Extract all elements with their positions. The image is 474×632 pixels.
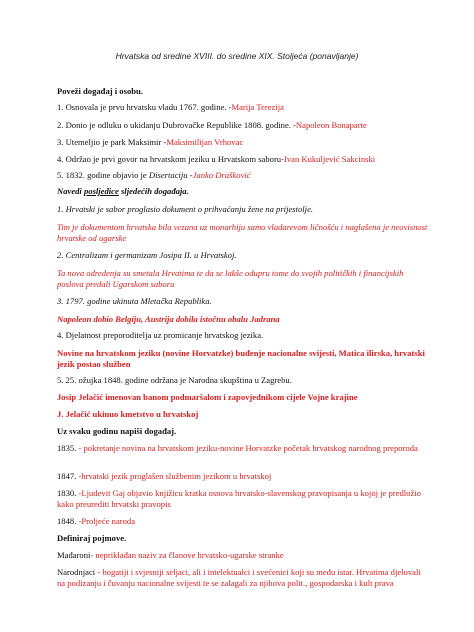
- definition-text: - bogatiji i svjesniji seljaci, ali i intelektualci i svećenici koji su među istar. Hrvatima djelovali na podizanju i čuvanju nacionalne svijesti te se zalagali za njihova polit., gospodarska i kult prava: [57, 567, 421, 588]
- consequence-question-2: 2. Centralizam i germanizam Josipa II. u Hrvatskoj.: [57, 250, 237, 260]
- section-heading-years: Uz svaku godinu napiši događaj.: [57, 426, 177, 436]
- year-item-1847: [57, 471, 429, 482]
- answer-text: Ivan Kukuljević Sakcinski: [283, 154, 376, 164]
- year-event: -Ljudevit Gaj objavio knjižicu kratka osnova hrvatsko-slavenskog pravopisanja u kojoj je predložio kako preurediti hrvatski pravopis: [57, 488, 421, 509]
- consequence-question-4: 4. Djelatnost preporoditelja uz promicanje hrvatskog jezika.: [57, 330, 264, 340]
- question-text: 3. Utemeljio je park Maksimir -: [57, 137, 167, 147]
- year-label: 1830.: [57, 488, 79, 498]
- question-text: 5. 1832. godine objavio je: [57, 170, 149, 180]
- term: Narodnjaci: [57, 567, 96, 577]
- consequence-question-1: 1. Hrvatski je sabor proglasio dokument o prihvaćanju žene na prijestolje.: [57, 204, 314, 214]
- question-text: 2. Donio je odluku o ukidanju Dubrovačke Republike 1808. godine. -: [57, 120, 296, 130]
- document-title: Hrvatska od sredine XVIII. do sredine XIX. Stoljeća (ponavljanje): [115, 51, 359, 61]
- answer-text: Janko Drašković: [192, 170, 251, 180]
- definition-text: - nepriklađan naziv za članove hrvatsko-ugarske stranke: [90, 550, 284, 560]
- year-label: 1835.: [57, 443, 79, 453]
- term: Mađaroni: [57, 550, 91, 560]
- consequence-answer-4: Novine na hrvatskom jeziku (novine Horvatzke) buđenje nacionalne svijesti, Matica ilirska, hrvatski jezik postao služben: [57, 348, 425, 369]
- question-text: 1. Osnovala je prvu hrvatsku vladu 1767. godine. -: [57, 102, 232, 112]
- question-text: 4. Održao je prvi govor na hrvatskom jeziku u Hrvatskom saboru-: [57, 154, 284, 164]
- heading-part: sljedećih događaja.: [118, 186, 189, 196]
- year-label: 1848.: [57, 516, 79, 526]
- connect-item-4: [57, 154, 429, 165]
- section-heading-connect: Poveži događaj i osobu.: [57, 86, 143, 96]
- year-label: 1847.: [57, 471, 79, 481]
- year-item-1848: [57, 516, 429, 527]
- heading-part: Navedi: [57, 186, 84, 196]
- consequence-answer-3: Napoleon dobio Belgiju, Austrija dobila istočnu obalu Jadrana: [57, 314, 280, 324]
- heading-underlined: posljedice: [83, 186, 119, 196]
- year-item-1830: [57, 488, 429, 510]
- consequence-answer-2: Ta nova odredenja su smetala Hrvatima te da se lakše odupru tome do svojih političkih i financijskih poslova predali Ugarskom saboru: [57, 268, 404, 289]
- answer-text: Napoleon Bonaparte: [295, 120, 367, 130]
- connect-item-2: [57, 120, 429, 131]
- section-heading-definitions: Definiraj pojmove.: [57, 533, 127, 543]
- year-event: -hrvatski jezik proglašen službenim jezikom u hrvatskoj: [78, 471, 272, 481]
- consequence-answer-5: Josip Jelačić imenovan banom podmaršalom i zapovjednikom cijele Vojne krajine: [57, 392, 358, 402]
- answer-text: Marija Terezija: [231, 102, 284, 112]
- definition-madaroni: [57, 550, 429, 561]
- section-heading-consequences: [57, 186, 429, 197]
- connect-item-3: [57, 137, 429, 148]
- year-event: - pokretanje novina na hrvatskom jeziku-novine Horvatzke početak hrvatskog narodnog preporoda: [78, 443, 418, 453]
- year-item-1835: [57, 443, 429, 454]
- connect-item-5: [57, 170, 429, 181]
- question-text: -: [187, 170, 193, 180]
- consequence-answer-1: Tim je dokumentom hrvatska bila vezana uz monarhiju samo vladarevom ličnošću i naglašena je neovisnost hrvatske od ugarske: [57, 222, 428, 243]
- definition-narodnjaci: [57, 567, 429, 589]
- year-event: -Proljeće naroda: [78, 516, 136, 526]
- consequence-answer-6: J. Jelačić ukinuo kmetstvo u hrvatskoj: [57, 409, 199, 419]
- consequence-question-3: 3. 1797. godine ukinuta Mletačka Republika.: [57, 296, 212, 306]
- answer-text: Maksimilijan Vrhovac: [166, 137, 244, 147]
- connect-item-1: [57, 102, 429, 113]
- question-emphasis: Disertaciju: [148, 170, 188, 180]
- consequence-question-5: 5. 25. ožujka 1848. godine održana je Narodna skupština u Zagrebu.: [57, 375, 292, 385]
